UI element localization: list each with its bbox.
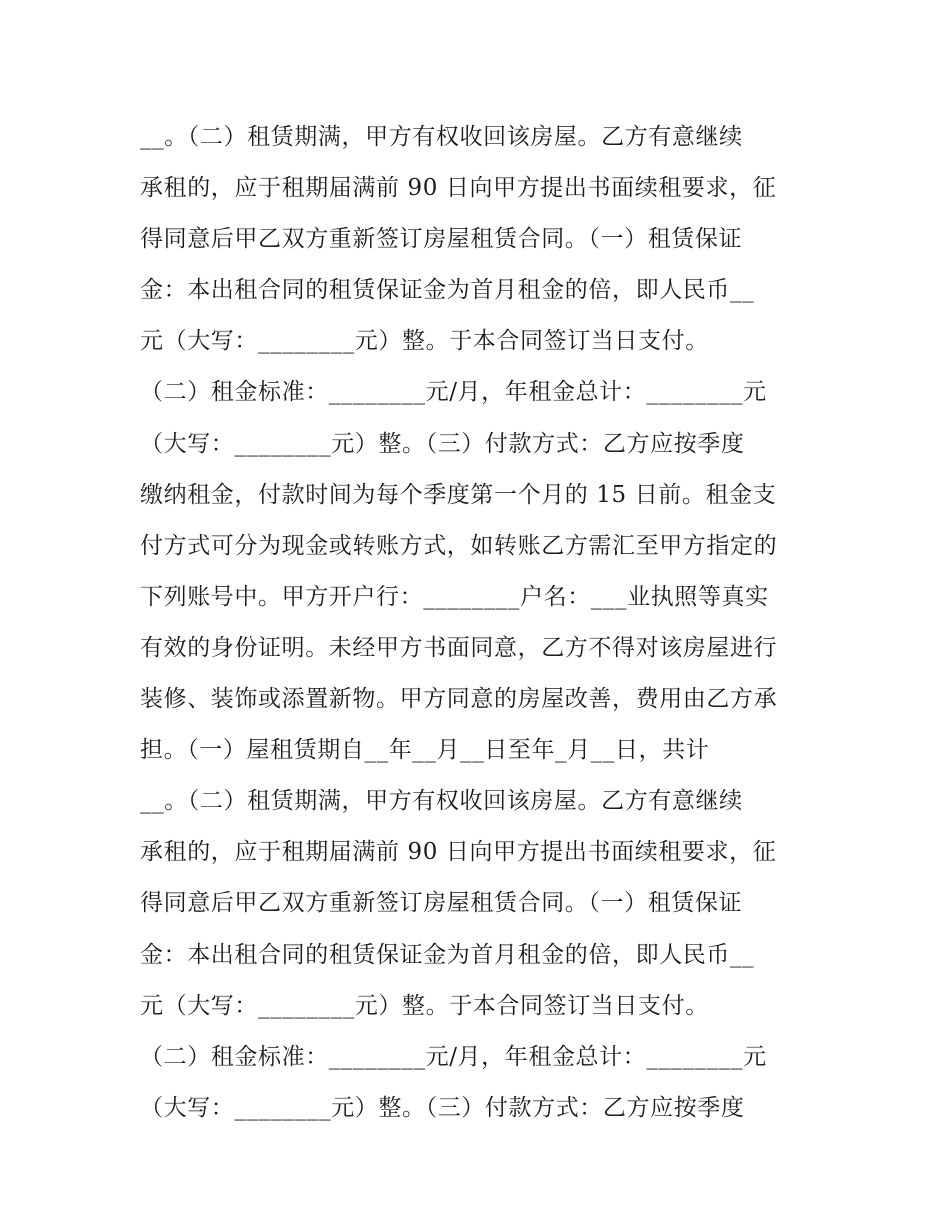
text-line: 金：本出租合同的租赁保证金为首月租金的倍，即人民币__ [140, 277, 755, 304]
text-line: __。（二）租赁期满，甲方有权收回该房屋。乙方有意继续 [140, 124, 743, 150]
text-line: 得同意后甲乙双方重新签订房屋租赁合同。（一）租赁保证 [140, 226, 743, 253]
text-line: （大写：________元）整。（三）付款方式：乙方应按季度 [140, 1094, 745, 1121]
text-line: 承租的，应于租期届满前 90 日向甲方提出书面续租要求，征 [140, 839, 777, 866]
text-line: 金：本出租合同的租赁保证金为首月租金的倍，即人民币__ [140, 941, 755, 968]
text-line: （二）租金标准：________元/月，年租金总计：________元 [140, 1043, 767, 1070]
text-line: 缴纳租金，付款时间为每个季度第一个月的 15 日前。租金支 [140, 481, 777, 508]
text-line: 元（大写：________元）整。于本合同签订当日支付。 [140, 992, 709, 1019]
text-line: （大写：________元）整。（三）付款方式：乙方应按季度 [140, 430, 745, 457]
text-line: 付方式可分为现金或转账方式，如转账乙方需汇至甲方指定的 [140, 532, 778, 559]
text-line: 元（大写：________元）整。于本合同签订当日支付。 [140, 328, 709, 355]
text-line: 下列账号中。甲方开户行：________户名：___业执照等真实 [140, 583, 769, 610]
text-line: __。（二）租赁期满，甲方有权收回该房屋。乙方有意继续 [140, 788, 743, 815]
text-line: 有效的身份证明。未经甲方书面同意，乙方不得对该房屋进行 [140, 634, 778, 661]
text-line: 承租的，应于租期届满前 90 日向甲方提出书面续租要求，征 [140, 175, 777, 202]
text-line: （二）租金标准：________元/月，年租金总计：________元 [140, 379, 767, 406]
contract-text-body [140, 112, 820, 1134]
text-line: 担。（一）屋租赁期自__年__月__日至年_月__日，共计 [140, 737, 710, 764]
text-line: 装修、装饰或添置新物。甲方同意的房屋改善，费用由乙方承 [140, 686, 778, 713]
text-line: 得同意后甲乙双方重新签订房屋租赁合同。（一）租赁保证 [140, 890, 743, 917]
